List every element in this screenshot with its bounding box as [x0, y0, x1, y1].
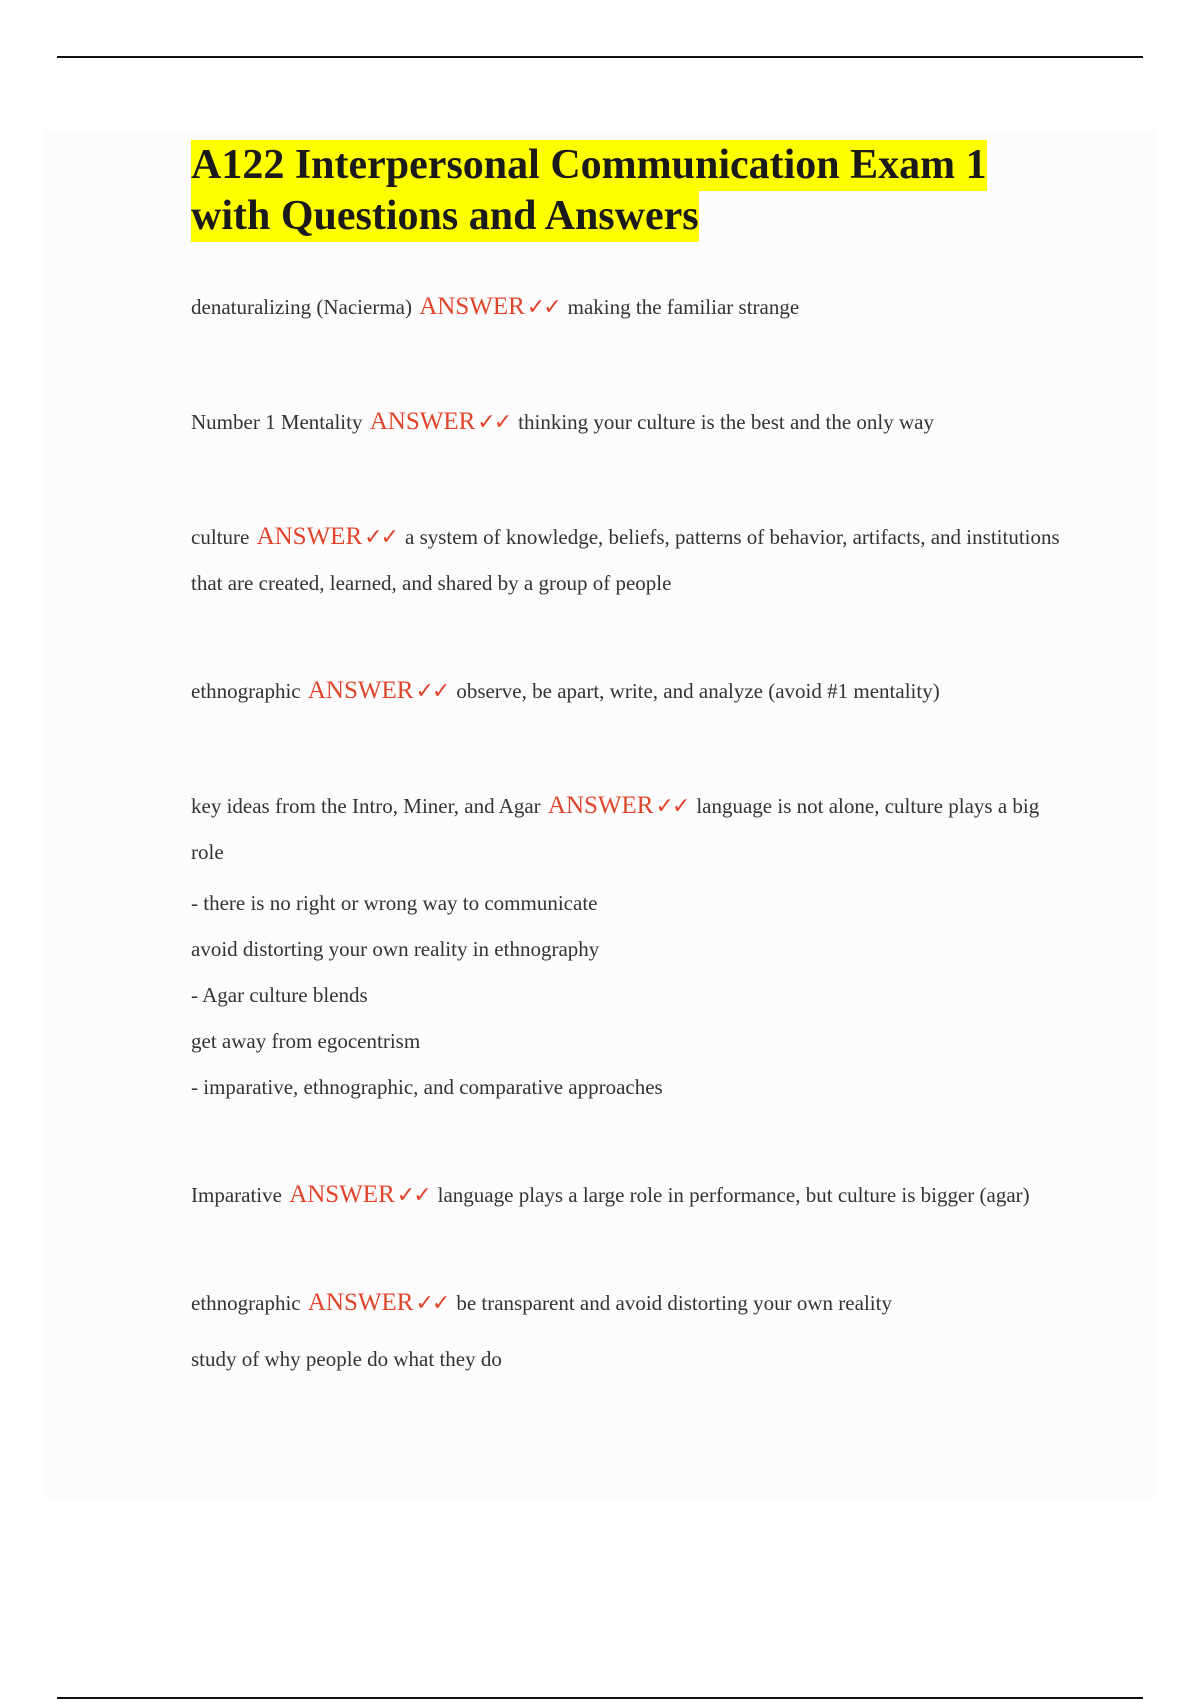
double-check-icon: ✓✓ [477, 409, 511, 434]
answer-line: - Agar culture blends [191, 983, 368, 1007]
qa-term: culture [191, 525, 250, 549]
answer-label: ANSWER [289, 1181, 395, 1208]
qa-answer: a system of knowledge, beliefs, patterns of behavior, artifacts, and institutions that are created, learned, and shared by a group of people [191, 525, 1060, 595]
qa-item [191, 514, 1071, 606]
qa-answer: be transparent and avoid distorting your own reality [456, 1291, 892, 1315]
qa-term: denaturalizing (Nacierma) [191, 295, 412, 319]
double-check-icon: ✓✓ [396, 1182, 430, 1207]
footer-rule [57, 1697, 1143, 1699]
qa-item [191, 399, 1071, 445]
double-check-icon: ✓✓ [655, 793, 689, 818]
title-highlight: A122 Interpersonal Communication Exam 1 with Questions and Answers [191, 140, 987, 242]
double-check-icon: ✓✓ [364, 524, 397, 549]
document-title [191, 140, 1071, 242]
qa-answer: observe, be apart, write, and analyze (avoid #1 mentality) [456, 679, 940, 703]
answer-line: - there is no right or wrong way to communicate [191, 891, 598, 915]
qa-term: ethnographic [191, 1291, 301, 1315]
qa-item [191, 668, 1071, 714]
qa-item [191, 783, 1071, 1110]
answer-line: - imparative, ethnographic, and comparative approaches [191, 1075, 663, 1099]
qa-term: Imparative [191, 1183, 282, 1207]
double-check-icon: ✓✓ [415, 678, 449, 703]
qa-answer: thinking your culture is the best and the only way [518, 410, 934, 434]
qa-term: ethnographic [191, 679, 301, 703]
double-check-icon: ✓✓ [526, 294, 560, 319]
qa-answer: making the familiar strange [567, 295, 800, 319]
qa-item [191, 284, 1071, 330]
answer-label: ANSWER [419, 293, 525, 320]
header-rule [57, 56, 1143, 58]
qa-term: Number 1 Mentality [191, 410, 363, 434]
qa-term: key ideas from the Intro, Miner, and Agar [191, 794, 541, 818]
document-body [191, 140, 1071, 1382]
answer-label: ANSWER [547, 792, 654, 819]
qa-answer: language is not alone, culture plays a big role [191, 794, 1040, 864]
answer-line: study of why people do what they do [191, 1347, 502, 1371]
answer-label: ANSWER [307, 677, 414, 704]
answer-line: get away from egocentrism [191, 1029, 421, 1053]
answer-label: ANSWER [256, 523, 363, 550]
answer-label: ANSWER [307, 1289, 414, 1316]
qa-answer: language plays a large role in performance, but culture is bigger (agar) [437, 1183, 1030, 1207]
qa-item [191, 1280, 1071, 1382]
answer-line: avoid distorting your own reality in ethnography [191, 937, 600, 961]
double-check-icon: ✓✓ [415, 1290, 449, 1315]
qa-item [191, 1172, 1071, 1218]
answer-label: ANSWER [369, 408, 476, 435]
